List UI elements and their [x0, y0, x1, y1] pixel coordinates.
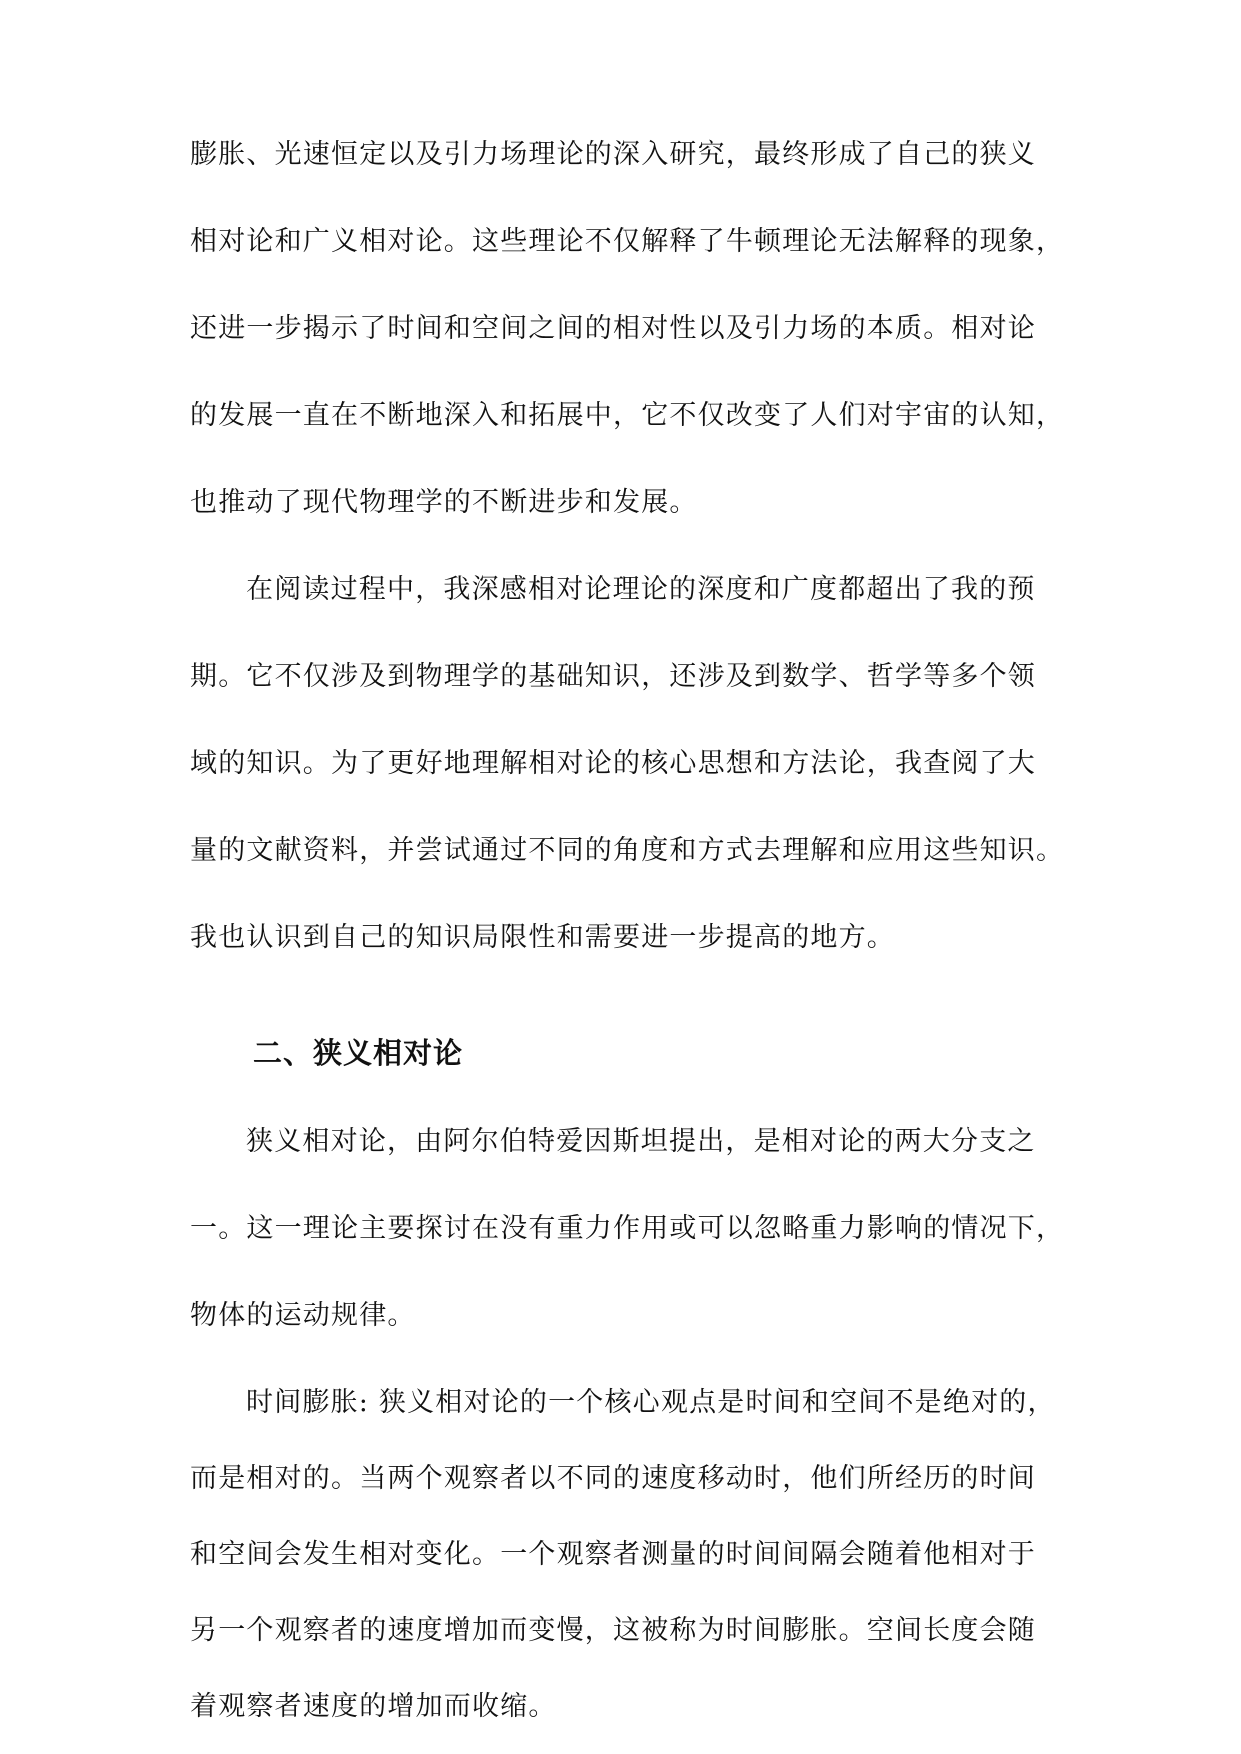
section-paragraph-2-line-5: 着观察者速度的增加而收缩。 [190, 1691, 557, 1722]
paragraph-1-line-1: 膨胀、光速恒定以及引力场理论的深入研究，最终形成了自己的狭义 [190, 139, 1036, 170]
paragraph-2-line-1: 在阅读过程中，我深感相对论理论的深度和广度都超出了我的预 [246, 574, 1036, 605]
section-paragraph-1-line-1: 狭义相对论，由阿尔伯特爱因斯坦提出，是相对论的两大分支之 [246, 1126, 1036, 1157]
paragraph-1-line-4: 的发展一直在不断地深入和拓展中，它不仅改变了人们对宇宙的认知， [190, 400, 1065, 431]
paragraph-2-line-3: 域的知识。为了更好地理解相对论的核心思想和方法论，我查阅了大 [190, 748, 1036, 779]
section-paragraph-1-line-2: 一。这一理论主要探讨在没有重力作用或可以忽略重力影响的情况下， [190, 1213, 1065, 1244]
section-paragraph-2-line-2: 而是相对的。当两个观察者以不同的速度移动时，他们所经历的时间 [190, 1463, 1036, 1494]
paragraph-1-line-5: 也推动了现代物理学的不断进步和发展。 [190, 487, 698, 518]
paragraph-2-line-5: 我也认识到自己的知识局限性和需要进一步提高的地方。 [190, 922, 895, 953]
paragraph-1-line-2: 相对论和广义相对论。这些理论不仅解释了牛顿理论无法解释的现象， [190, 226, 1065, 257]
paragraph-1-line-3: 还进一步揭示了时间和空间之间的相对性以及引力场的本质。相对论 [190, 313, 1036, 344]
section-paragraph-1-line-3: 物体的运动规律。 [190, 1300, 416, 1331]
section-paragraph-2-line-3: 和空间会发生相对变化。一个观察者测量的时间间隔会随着他相对于 [190, 1539, 1036, 1570]
section-paragraph-2-line-4: 另一个观察者的速度增加而变慢，这被称为时间膨胀。空间长度会随 [190, 1615, 1036, 1646]
section-heading: 二、狭义相对论 [253, 1036, 464, 1070]
paragraph-2-line-2: 期。它不仅涉及到物理学的基础知识，还涉及到数学、哲学等多个领 [190, 661, 1036, 692]
section-paragraph-2-line-1: 时间膨胀: 狭义相对论的一个核心观点是时间和空间不是绝对的， [246, 1387, 1056, 1418]
paragraph-2-line-4: 量的文献资料，并尝试通过不同的角度和方式去理解和应用这些知识。 [190, 835, 1065, 866]
